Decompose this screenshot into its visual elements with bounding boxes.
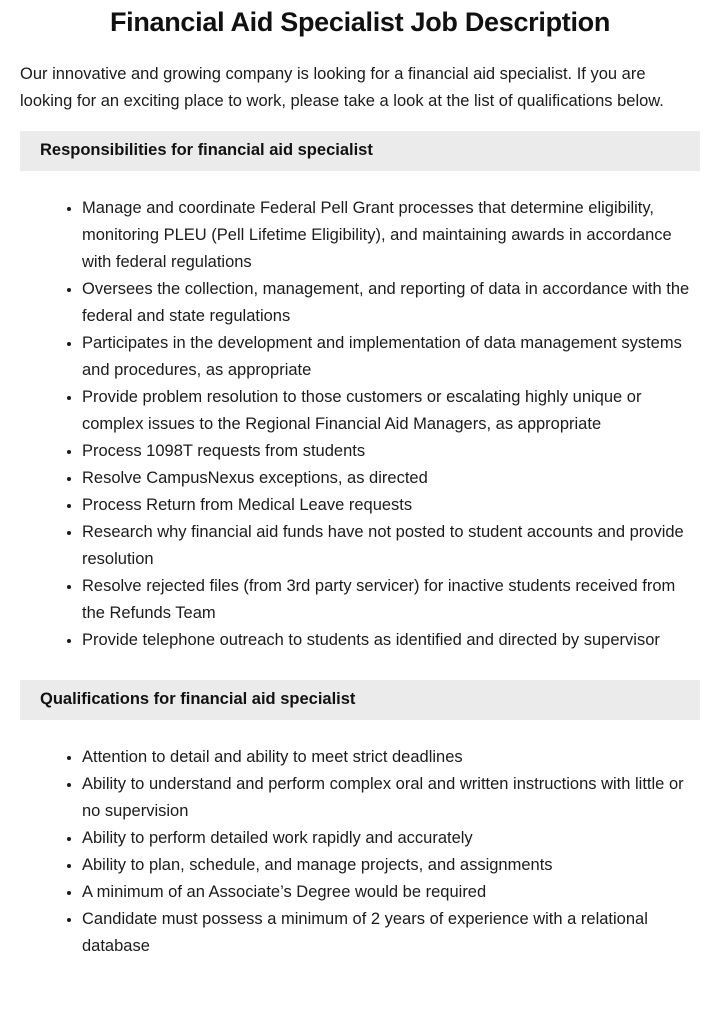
list-item: • Process Return from Medical Leave requests xyxy=(82,492,700,519)
responsibilities-list xyxy=(20,195,700,654)
list-item: • Provide telephone outreach to students as identified and directed by supervisor xyxy=(82,627,700,654)
intro-paragraph: Our innovative and growing company is looking for a financial aid specialist. If you are looking for an exciting place to work, please take a look at the list of qualifications below. xyxy=(20,65,664,110)
list-item: • Participates in the development and implementation of data management systems and procedures, as appropriate xyxy=(82,330,700,384)
list-item: • Process 1098T requests from students xyxy=(82,438,700,465)
list-item: • Ability to plan, schedule, and manage projects, and assignments xyxy=(82,852,700,879)
list-item: • Resolve CampusNexus exceptions, as directed xyxy=(82,465,700,492)
list-item: • Resolve rejected files (from 3rd party servicer) for inactive students received from the Refunds Team xyxy=(82,573,700,627)
list-item: • Candidate must possess a minimum of 2 years of experience with a relational database xyxy=(82,906,700,960)
section-heading-qualifications: Qualifications for financial aid specialist xyxy=(20,680,700,720)
list-item: • Ability to perform detailed work rapidly and accurately xyxy=(82,825,700,852)
list-item: • Manage and coordinate Federal Pell Grant processes that determine eligibility, monitoring PLEU (Pell Lifetime Eligibility), and maintaining awards in accordance with federal regulations xyxy=(82,195,700,276)
list-item: • Attention to detail and ability to meet strict deadlines xyxy=(82,744,700,771)
page-title: Financial Aid Specialist Job Description xyxy=(109,7,611,37)
qualifications-list xyxy=(20,744,700,960)
list-item: • Ability to understand and perform complex oral and written instructions with little or no supervision xyxy=(82,771,700,825)
list-item: • Oversees the collection, management, and reporting of data in accordance with the federal and state regulations xyxy=(82,276,700,330)
list-item: • A minimum of an Associate’s Degree would be required xyxy=(82,879,700,906)
section-heading-responsibilities: Responsibilities for financial aid specialist xyxy=(20,131,700,171)
list-item: • Research why financial aid funds have not posted to student accounts and provide resolution xyxy=(82,519,700,573)
list-item: • Provide problem resolution to those customers or escalating highly unique or complex issues to the Regional Financial Aid Managers, as appropriate xyxy=(82,384,700,438)
